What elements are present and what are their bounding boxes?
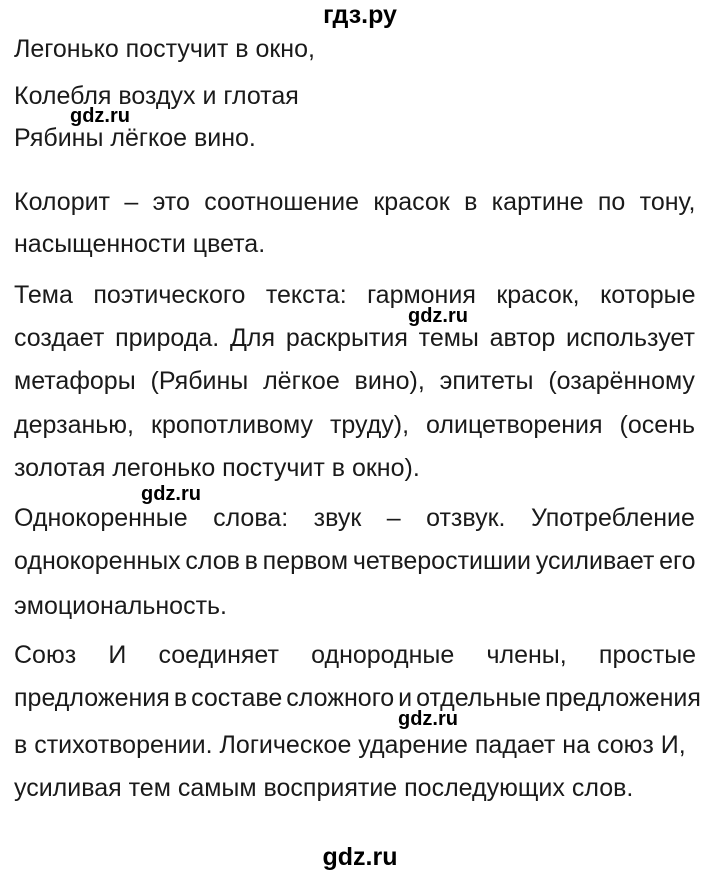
text-line-2: насыщенности цвета.	[14, 230, 266, 258]
text-line-11: Союз И соединяет однородные члены, простые	[14, 641, 697, 669]
text-line-10: эмоциональность.	[14, 592, 227, 620]
poem-line-1: Легонько постучит в окно,	[14, 35, 315, 63]
text-line-1: Колорит – это соотношение красок в картине по тону,	[14, 188, 696, 216]
poem-line-2: Колебля воздух и глотая	[14, 82, 299, 110]
text-line-6: дерзанью, кропотливому труду), олицетворения (осень	[14, 411, 695, 439]
text-line-12: предложения в составе сложного и отдельные предложения	[14, 684, 701, 712]
site-footer: gdz.ru	[322, 843, 398, 871]
text-line-3: Тема поэтического текста: гармония красок, которые	[14, 281, 696, 309]
text-line-9: однокоренных слов в первом четверостишии усиливает его	[14, 547, 696, 575]
text-line-8: Однокоренные слова: звук – отзвук. Употребление	[14, 504, 695, 532]
poem-line-3: Рябины лёгкое вино.	[14, 124, 256, 152]
text-line-13: в стихотворении. Логическое ударение падает на союз И,	[14, 731, 686, 759]
watermark: gdz.ru	[398, 708, 458, 730]
text-line-7: золотая легонько постучит в окно).	[14, 454, 420, 482]
text-line-14: усиливая тем самым восприятие последующих слов.	[14, 774, 634, 802]
watermark: gdz.ru	[408, 305, 468, 327]
watermark: gdz.ru	[70, 105, 130, 127]
text-line-4: создает природа. Для раскрытия темы автор использует	[14, 324, 695, 352]
watermark: gdz.ru	[141, 483, 201, 505]
text-line-5: метафоры (Рябины лёгкое вино), эпитеты (озарённому	[14, 367, 695, 395]
site-header: гдз.ру	[323, 1, 397, 29]
